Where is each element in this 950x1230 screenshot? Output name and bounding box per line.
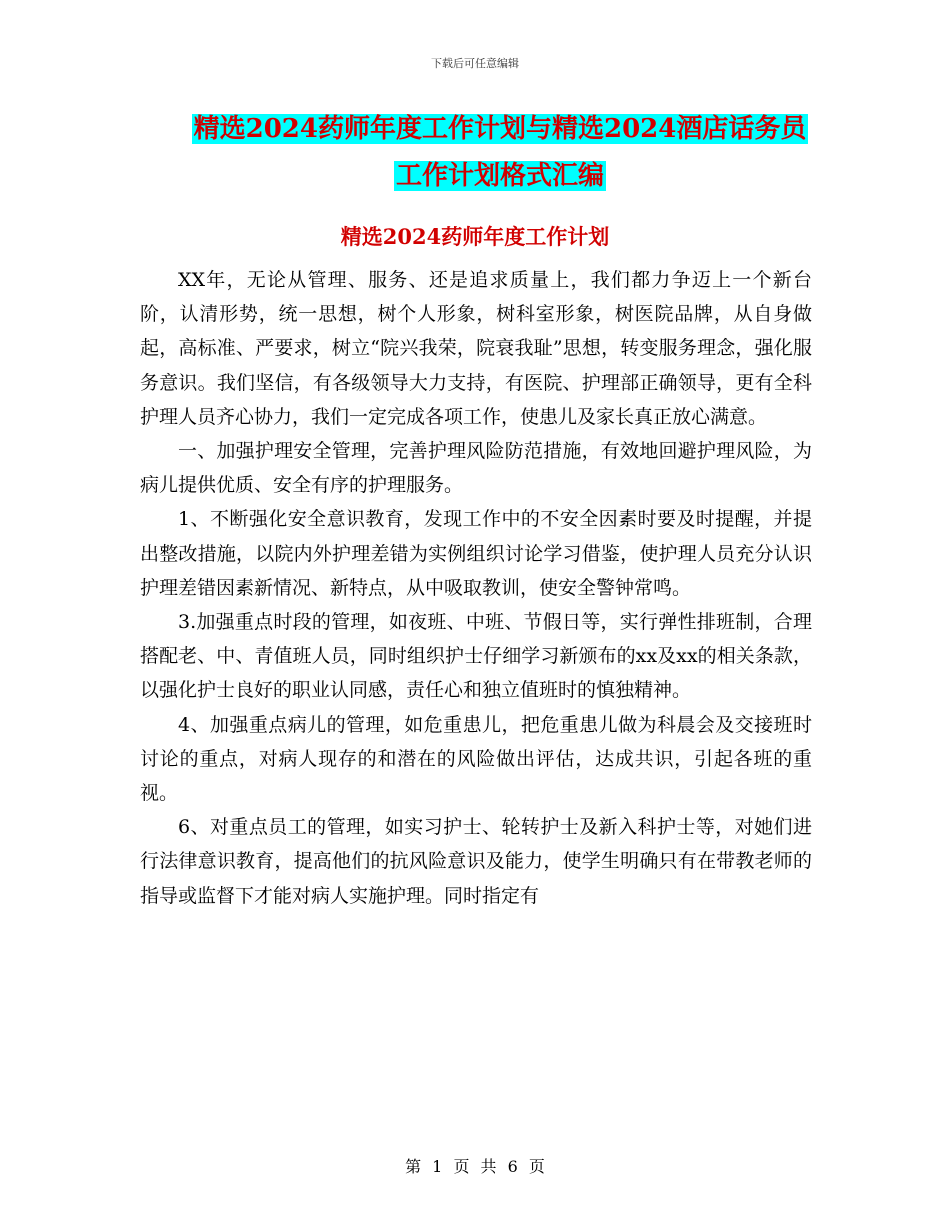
paragraph: 3.加强重点时段的管理，如夜班、中班、节假日等，实行弹性排班制，合理搭配老、中、青值班人员，同时组织护士仔细学习新颁布的xx及xx的相关条款，以强化护士良好的职业认同感，责任心和独立值班时的慎独精神。 [140, 611, 812, 702]
paragraph: 1、不断强化安全意识教育，发现工作中的不安全因素时要及时提醒，并提出整改措施，以院内外护理差错为实例组织讨论学习借鉴，使护理人员充分认识护理差错因素新情况、新特点，从中吸取教训，使安全警钟常鸣。 [140, 508, 812, 599]
document-title [150, 106, 850, 200]
title-line-1: 精选2024药师年度工作计划与精选2024酒店话务员 [193, 114, 807, 144]
page-footer: 第 1 页 共 6 页 [405, 1157, 545, 1176]
section-title: 精选2024药师年度工作计划 [340, 224, 610, 249]
title-line-2: 工作计划格式汇编 [395, 161, 604, 191]
paragraph: 一、加强护理安全管理，完善护理风险防范措施，有效地回避护理风险，为病儿提供优质、安全有序的护理服务。 [140, 440, 812, 497]
paragraph: 6、对重点员工的管理，如实习护士、轮转护士及新入科护士等，对她们进行法律意识教育，提高他们的抗风险意识及能力，使学生明确只有在带教老师的指导或监督下才能对病人实施护理。同时指定有 [140, 816, 812, 907]
header-note: 下载后可任意编辑 [431, 57, 519, 70]
paragraph: XX年，无论从管理、服务、还是追求质量上，我们都力争迈上一个新台阶，认清形势，统一思想，树个人形象，树科室形象，树医院品牌，从自身做起，高标准、严要求，树立“院兴我荣，院衰我耻”思想，转变服务理念，强化服务意识。我们坚信，有各级领导大力支持，有医院、护理部正确领导，更有全科护理人员齐心协力，我们一定完成各项工作，使患儿及家长真正放心满意。 [140, 269, 812, 428]
body-text [140, 263, 812, 913]
paragraph: 4、加强重点病儿的管理，如危重患儿，把危重患儿做为科晨会及交接班时讨论的重点，对病人现存的和潜在的风险做出评估，达成共识，引起各班的重视。 [140, 713, 812, 805]
